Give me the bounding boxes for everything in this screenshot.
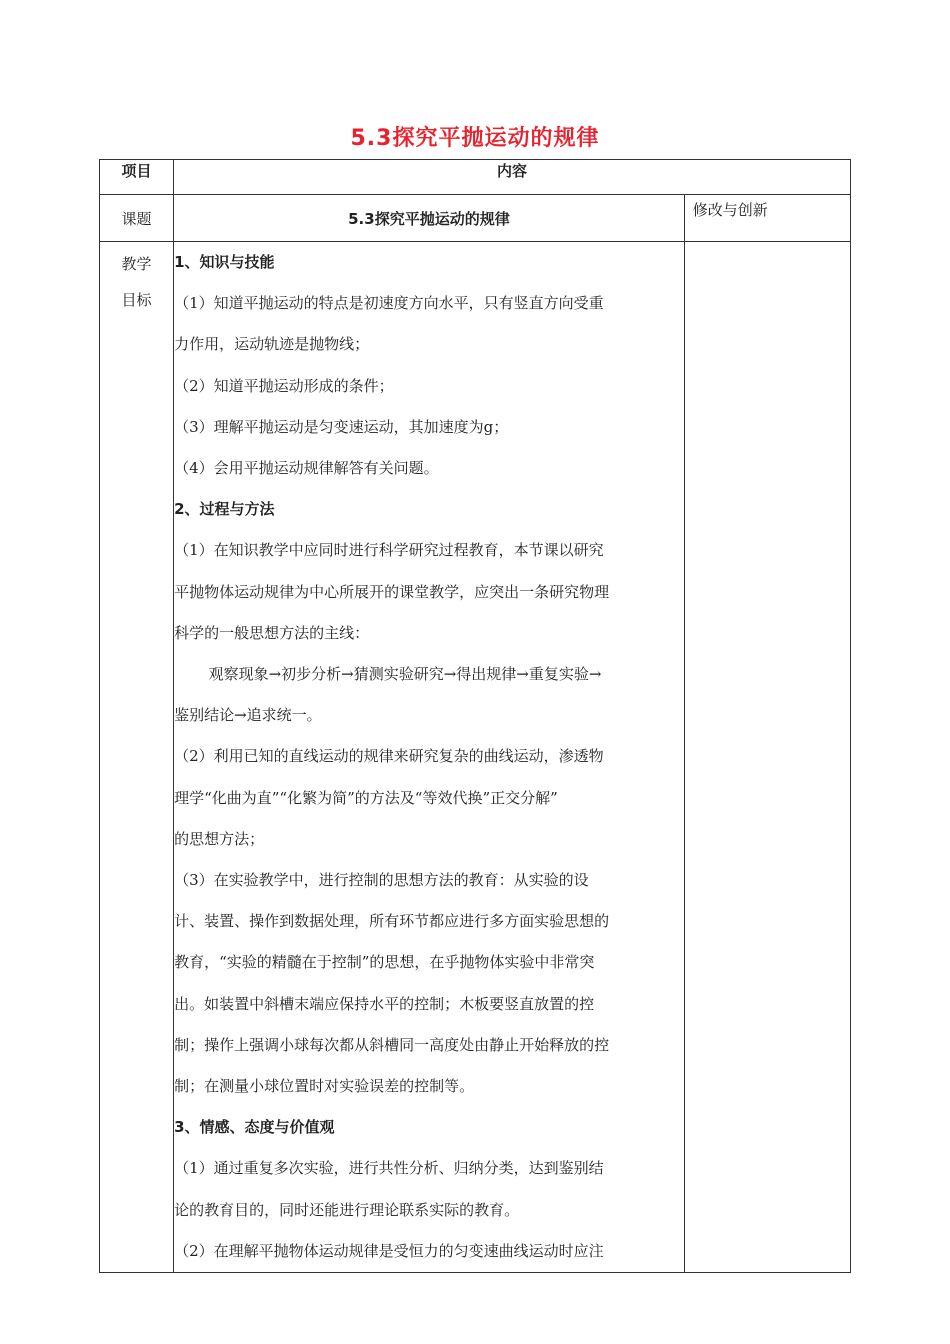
goal-content — [174, 242, 685, 1273]
header-item: 项目 — [100, 160, 174, 195]
lesson-plan-table — [99, 159, 851, 1273]
content-line: 计、装置、操作到数据处理，所有环节都应进行多方面实验思想的 — [174, 912, 610, 931]
content-line: 制；在测量小球位置时对实验误差的控制等。 — [174, 1077, 475, 1096]
content-line: （4）会用平抛运动规律解答有关问题。 — [174, 459, 439, 478]
content-line: 教育，“实验的精髓在于控制”的思想，在乎抛物体实验中非常突 — [174, 953, 595, 972]
content-line: 论的教育目的，同时还能进行理论联系实际的教育。 — [174, 1200, 520, 1219]
header-content: 内容 — [174, 160, 851, 195]
content-line: 平抛物体运动规律为中心所展开的课堂教学，应突出一条研究物理 — [174, 582, 610, 601]
section-heading: 2、过程与方法 — [174, 500, 275, 519]
topic-value: 5.3探究平抛运动的规律 — [174, 195, 685, 242]
teaching-goal-row — [100, 242, 851, 1273]
content-line: 制；操作上强调小球每次都从斜槽同一高度处由静止开始释放的控 — [174, 1035, 610, 1054]
content-line: （2）利用已知的直线运动的规律来研究复杂的曲线运动，渗透物 — [174, 747, 604, 766]
content-line: 理学“化曲为直”“化繁为简”的方法及“等效代换”正交分解” — [174, 788, 558, 807]
content-line: 观察现象→初步分析→猜测实验研究→得出规律→重复实验→ — [208, 665, 602, 684]
content-line: （3）在实验教学中，进行控制的思想方法的教育：从实验的设 — [174, 871, 589, 890]
goal-label-line-1: 教学 — [121, 255, 152, 273]
content-line: （1）通过重复多次实验，进行共性分析、归纳分类，达到鉴别结 — [174, 1159, 604, 1178]
content-line: 科学的一般思想方法的主线： — [174, 623, 370, 642]
content-line: （2）在理解平抛物体运动规律是受恒力的匀变速曲线运动时应注 — [174, 1241, 604, 1260]
revision-note-cell — [684, 242, 850, 1273]
table-header-row — [100, 160, 851, 195]
section-heading: 3、情感、态度与价值观 — [174, 1118, 335, 1137]
page-title-wrap — [100, 121, 850, 152]
content-line: 鉴别结论→追求统一。 — [174, 706, 322, 725]
content-line: （2）知道平抛运动形成的条件； — [174, 376, 394, 395]
content-line: （1）在知识教学中应同时进行科学研究过程教育，本节课以研究 — [174, 541, 604, 560]
goal-label — [100, 242, 174, 1273]
goal-label-line-2: 目标 — [121, 291, 152, 309]
topic-label: 课题 — [100, 195, 174, 242]
section-heading: 1、知识与技能 — [174, 253, 275, 271]
content-line: 力作用，运动轨迹是抛物线； — [174, 335, 370, 354]
page-title: 5.3探究平抛运动的规律 — [350, 126, 600, 151]
revision-note-header: 修改与创新 — [684, 195, 850, 242]
content-line: 出。如装置中斜槽末端应保持水平的控制；木板要竖直放置的控 — [174, 994, 595, 1013]
content-line: （1）知道平抛运动的特点是初速度方向水平，只有竖直方向受重 — [174, 294, 604, 313]
topic-row — [100, 195, 851, 242]
content-line: （3）理解平抛运动是匀变速运动，其加速度为g； — [174, 417, 509, 436]
content-line: 的思想方法； — [174, 829, 265, 848]
